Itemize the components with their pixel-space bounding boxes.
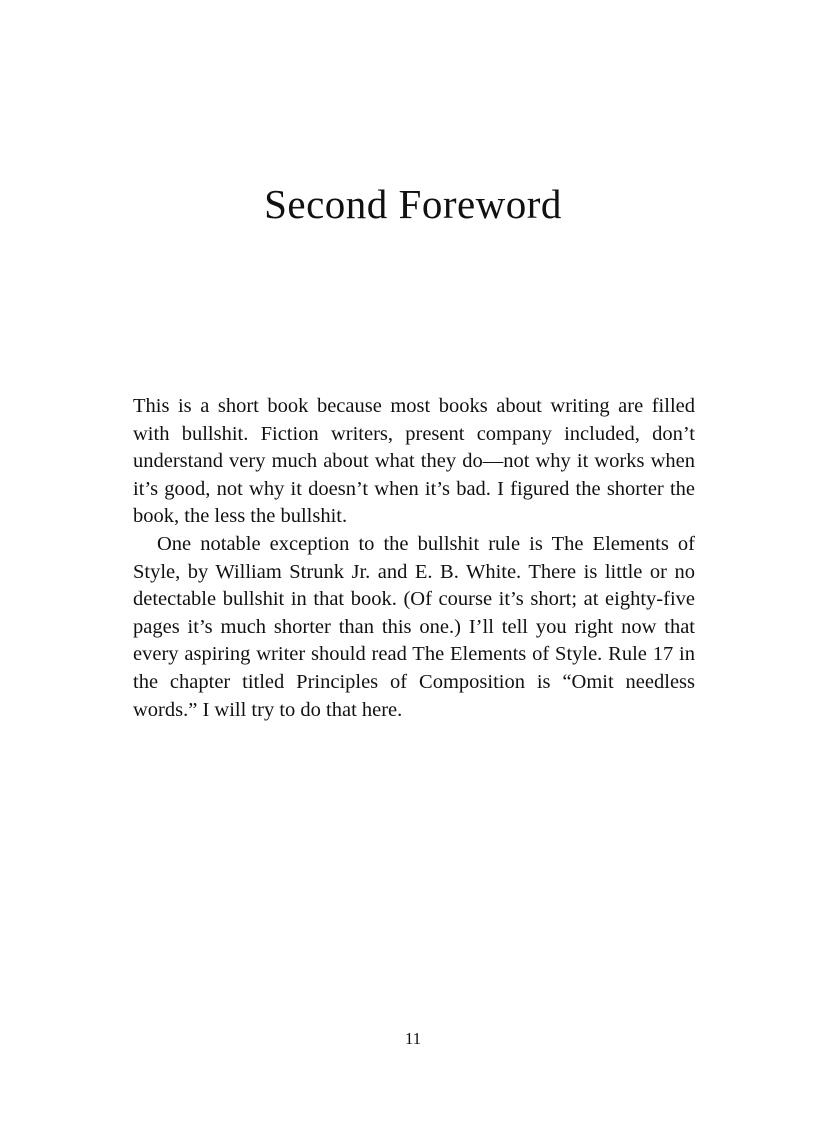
- paragraph-2: One notable exception to the bullshit rule is The Elements of Style, by William Strunk Jr. and E. B. White. There is little or no detectable bullshit in that book. (Of course it’s short; at eighty-five pages it’s much shorter than this one.) I’ll tell you right now that every aspiring writer should read The Elements of Style. Rule 17 in the chapter titled Principles of Composition is “Omit needless words.” I will try to do that here.: [133, 532, 695, 721]
- chapter-title: Second Foreword: [264, 181, 562, 227]
- chapter-body: [133, 393, 695, 724]
- page-number: 11: [404, 1029, 422, 1048]
- paragraph-1: This is a short book because most books about writing are filled with bullshit. Fiction writers, present company included, don’t understand very much about what they do—not why it works when it’s good, not why it doesn’t when it’s bad. I figured the shorter the book, the less the bullshit.: [133, 395, 695, 528]
